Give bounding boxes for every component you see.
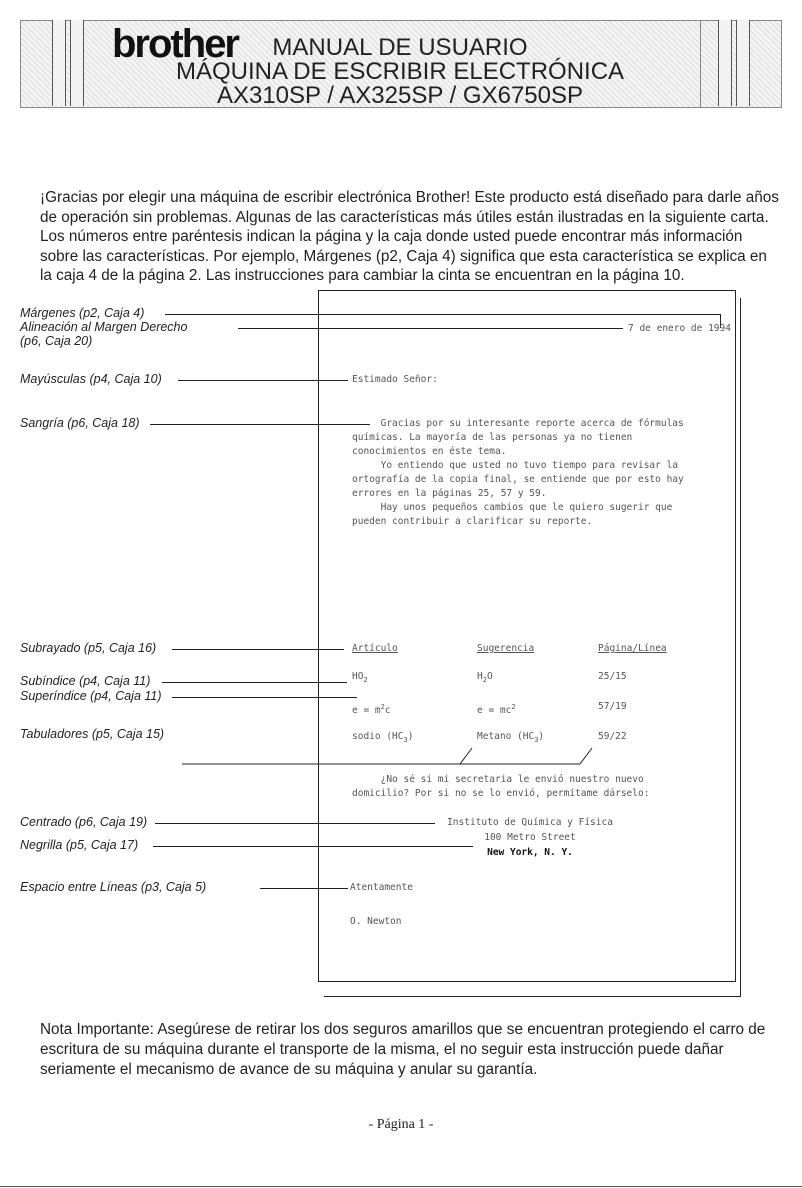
table-cell: 59/22	[598, 731, 627, 742]
label-mayusculas: Mayúsculas (p4, Caja 10)	[20, 372, 162, 386]
label-alineacion-ref: (p6, Caja 20)	[20, 334, 93, 348]
superscript: 2	[511, 703, 516, 711]
text: )	[538, 731, 545, 742]
text: O	[486, 671, 493, 682]
letter-signature: O. Newton	[350, 916, 402, 927]
label-margenes: Márgenes (p2, Caja 4)	[20, 306, 145, 320]
brother-logo: brother	[112, 22, 238, 66]
label-alineacion: Alineación al Margen Derecho	[20, 320, 188, 334]
label-espacio: Espacio entre Líneas (p3, Caja 5)	[20, 880, 207, 894]
subscript: 3	[534, 735, 539, 744]
label-subindice: Subíndice (p4, Caja 11)	[20, 674, 151, 688]
label-sangria: Sangría (p6, Caja 18)	[20, 416, 140, 430]
text: Metano (HC	[477, 731, 535, 742]
text: )	[407, 731, 414, 742]
superscript: 2	[380, 703, 385, 711]
letter-line: Yo entiendo que usted no tuvo tiempo para revisar la	[352, 460, 679, 471]
table-header: Artículo	[352, 643, 398, 654]
label-subrayado: Subrayado (p5, Caja 16)	[20, 641, 157, 655]
intro-paragraph: ¡Gracias por elegir una máquina de escribir electrónica Brother! Este producto está diseñado para darle años de operación sin problemas. Algunas de las características más útiles están ilustradas en la siguiente carta. Los números entre paréntesis indican la página y la caja donde usted puede encontrar más información sobre las características. Por ejemplo, Márgenes (p2, Caja 4) significa que esta característica se explica en la caja 4 de la página 2. Las instrucciones para cambiar la cinta se encuentran en la página 10.	[40, 189, 779, 284]
letter-greeting: Estimado Señor:	[352, 374, 438, 385]
subscript: 2	[363, 675, 368, 684]
subscript: 2	[482, 675, 487, 684]
label-centrado: Centrado (p6, Caja 19)	[20, 815, 148, 829]
label-tabuladores: Tabuladores (p5, Caja 15)	[20, 727, 165, 741]
product-type: MÁQUINA DE ESCRIBIR ELECTRÓNICA	[175, 58, 625, 85]
text: c	[384, 705, 391, 717]
letter-closing: Atentamente	[350, 882, 413, 893]
label-superindice: Superíndice (p4, Caja 11)	[20, 689, 162, 703]
letter-date: 7 de enero de 1994	[628, 323, 731, 334]
table-cell: 25/15	[598, 671, 627, 682]
table-header: Sugerencia	[477, 643, 535, 654]
manual-title: MANUAL DE USUARIO	[272, 34, 528, 61]
letter-line: domicilio? Por si no se lo envió, permítame dárselo:	[352, 788, 650, 799]
letter-line: conocimientos en éste tema.	[352, 446, 507, 457]
letter-line: Hay unos pequeños cambios que le quiero sugerir que	[352, 502, 673, 513]
table-cell: 57/19	[598, 701, 627, 712]
text: sodio (HC	[352, 731, 404, 742]
page-number: - Página 1 -	[368, 1117, 434, 1132]
important-note: Nota Importante: Asegúrese de retirar los dos seguros amarillos que se encuentran protegiendo el carro de escritura de su máquina durante el transporte de la misma, el no seguir esta instrucción puede dañar seriamente el mecanismo de avance de su máquina y anular su garantía.	[40, 1021, 766, 1078]
letter-line: ortografía de la copia final, se entiende que por esto hay	[352, 474, 684, 485]
address-line: 100 Metro Street	[484, 832, 576, 843]
address-line-bold: New York, N. Y.	[487, 847, 573, 858]
table-header: Página/Línea	[598, 643, 667, 654]
letter-line: pueden contribuir a clarificar su reporte.	[352, 516, 593, 527]
subscript: 3	[403, 735, 408, 744]
text: HO	[352, 671, 364, 682]
model-numbers: AX310SP / AX325SP / GX6750SP	[216, 82, 584, 109]
letter-line: químicas. La mayoría de las personas ya no tienen	[352, 432, 633, 443]
leader-line	[260, 888, 348, 889]
text: e = m	[352, 705, 381, 717]
text: e = mc	[477, 705, 512, 717]
text: H	[477, 671, 483, 682]
address-line: Instituto de Química y Física	[447, 817, 613, 828]
letter-line: Gracias por su interesante reporte acerca de fórmulas	[352, 418, 684, 429]
bottom-rule	[0, 1186, 802, 1187]
letter-line: errores en la páginas 25, 57 y 59.	[352, 488, 547, 499]
label-negrilla: Negrilla (p5, Caja 17)	[20, 838, 139, 852]
letter-line: ¿No sé si mi secretaria le envió nuestro nuevo	[352, 774, 644, 785]
